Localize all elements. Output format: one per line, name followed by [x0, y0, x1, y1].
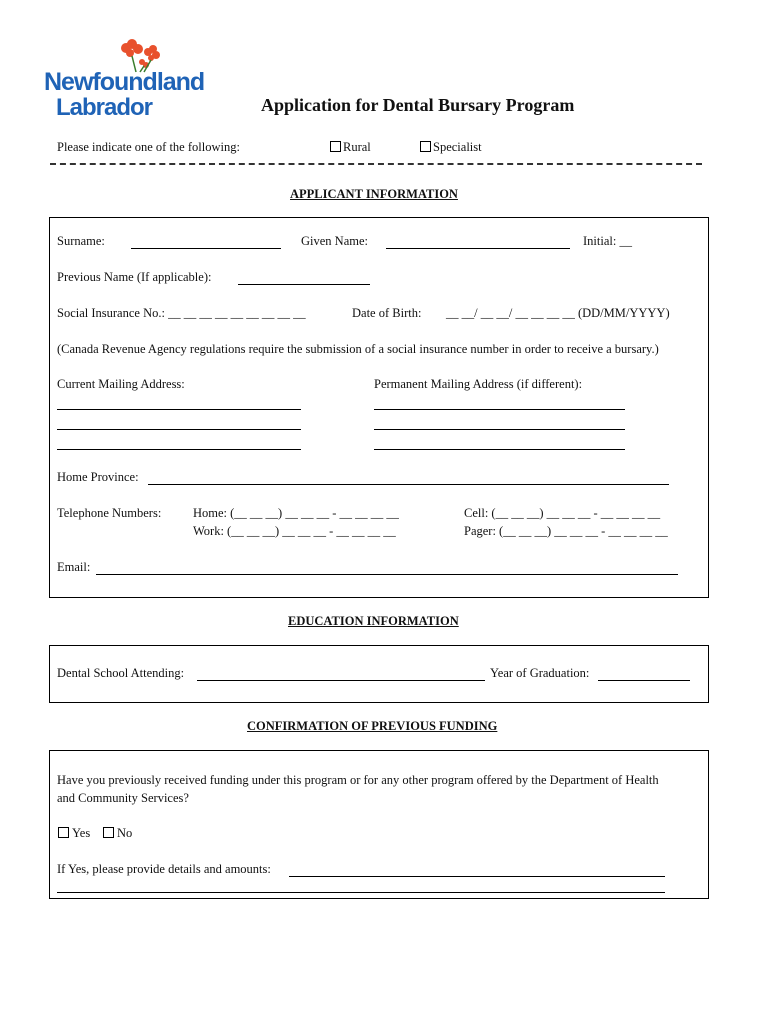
email-field[interactable] — [96, 574, 678, 575]
cell-phone-field[interactable]: Cell: (__ __ __) __ __ __ - __ __ __ __ — [464, 506, 661, 520]
yes-label: Yes — [72, 826, 91, 840]
home-province-label: Home Province: — [57, 470, 139, 484]
home-phone-field[interactable]: Home: (__ __ __) __ __ __ - __ __ __ __ — [193, 506, 399, 520]
dental-school-field[interactable] — [197, 680, 485, 681]
date-of-birth-label: Date of Birth: — [352, 306, 422, 320]
year-of-graduation-label: Year of Graduation: — [490, 666, 590, 680]
permanent-address-line[interactable] — [374, 409, 625, 410]
no-checkbox[interactable] — [103, 827, 114, 838]
initial-field[interactable]: Initial: __ — [583, 234, 632, 248]
permanent-address-line[interactable] — [374, 429, 625, 430]
logo-text-labrador: Labrador — [56, 94, 153, 121]
home-province-field[interactable] — [148, 484, 669, 485]
previous-funding-box — [49, 750, 709, 899]
previous-name-field[interactable] — [238, 284, 370, 285]
no-label: No — [117, 826, 133, 840]
previous-name-label: Previous Name (If applicable): — [57, 270, 212, 284]
surname-field[interactable] — [131, 248, 281, 249]
telephone-numbers-label: Telephone Numbers: — [57, 506, 162, 520]
social-insurance-field[interactable]: Social Insurance No.: __ __ __ __ __ __ __ __ __ — [57, 306, 306, 320]
date-of-birth-field[interactable]: __ __/ __ __/ __ __ __ __ (DD/MM/YYYY) — [446, 306, 670, 320]
current-address-line[interactable] — [57, 449, 301, 450]
logo-text-newfoundland: Newfoundland — [44, 68, 205, 96]
current-address-line[interactable] — [57, 409, 301, 410]
education-information-box — [49, 645, 709, 703]
year-of-graduation-field[interactable] — [598, 680, 690, 681]
previous-funding-heading: CONFIRMATION OF PREVIOUS FUNDING — [247, 719, 498, 733]
applicant-information-heading: APPLICANT INFORMATION — [290, 187, 458, 201]
rural-label: Rural — [343, 140, 371, 154]
permanent-address-line[interactable] — [374, 449, 625, 450]
applicant-information-box — [49, 217, 709, 598]
funding-details-field[interactable] — [289, 876, 665, 877]
specialist-checkbox[interactable] — [420, 141, 431, 152]
dashed-divider — [50, 163, 702, 165]
work-phone-field[interactable]: Work: (__ __ __) __ __ __ - __ __ __ __ — [193, 524, 396, 538]
indicate-label: Please indicate one of the following: — [57, 140, 240, 154]
current-mailing-address-label: Current Mailing Address: — [57, 377, 185, 391]
funding-details-field[interactable] — [57, 892, 665, 893]
surname-label: Surname: — [57, 234, 105, 248]
specialist-label: Specialist — [433, 140, 482, 154]
pager-field[interactable]: Pager: (__ __ __) __ __ __ - __ __ __ __ — [464, 524, 668, 538]
current-address-line[interactable] — [57, 429, 301, 430]
cra-note: (Canada Revenue Agency regulations require the submission of a social insurance number in order to receive a bursary.) — [57, 342, 659, 356]
rural-checkbox[interactable] — [330, 141, 341, 152]
funding-details-label: If Yes, please provide details and amounts: — [57, 862, 271, 876]
funding-question-line1: Have you previously received funding under this program or for any other program offered by the Department of Health — [57, 773, 659, 787]
permanent-mailing-address-label: Permanent Mailing Address (if different): — [374, 377, 583, 391]
education-information-heading: EDUCATION INFORMATION — [288, 614, 459, 628]
yes-checkbox[interactable] — [58, 827, 69, 838]
dental-school-label: Dental School Attending: — [57, 666, 185, 680]
email-label: Email: — [57, 560, 91, 574]
given-name-label: Given Name: — [301, 234, 368, 248]
page-title: Application for Dental Bursary Program — [261, 95, 575, 115]
newfoundland-labrador-logo — [44, 38, 219, 124]
given-name-field[interactable] — [386, 248, 570, 249]
funding-question-line2: and Community Services? — [57, 791, 189, 805]
